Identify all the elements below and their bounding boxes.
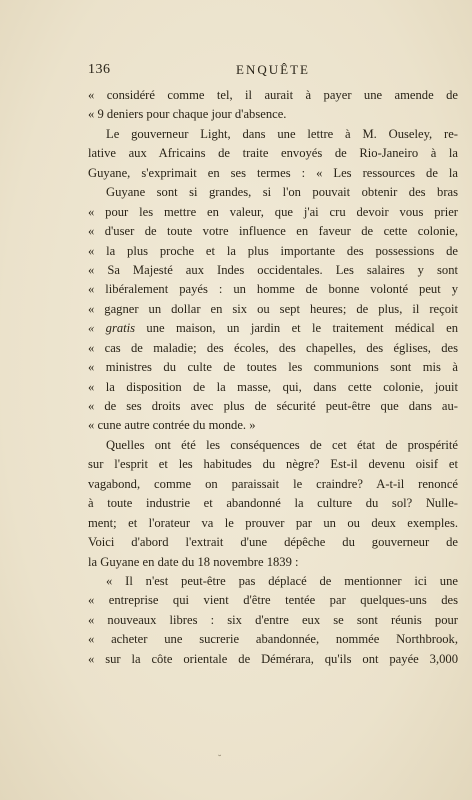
text-line	[88, 319, 458, 338]
text-line: « nouveaux libres : six d'entre eux se sont réunis pour	[88, 612, 458, 627]
text-line: « acheter une sucrerie abandonnée, nommée Northbrook,	[88, 632, 458, 647]
running-title: ENQUÊTE	[236, 62, 310, 77]
paragraph-start-line: « Il n'est peut-être pas déplacé de mentionner ici une	[106, 573, 458, 588]
text-line: vagabond, comme on paraissait le craindre? A-t-il renoncé	[88, 476, 458, 491]
text-line: Guyane sont si grandes, si l'on pouvait obtenir des bras	[106, 185, 458, 200]
text-line: « ministres du culte de toutes les communions sont mis à	[88, 360, 458, 375]
text-line: « la plus proche et la plus importante des possessions de	[88, 243, 458, 258]
paragraph-start-line: Quelles ont été les conséquences de cet état de prospérité	[106, 437, 458, 452]
text-line: « 9 deniers pour chaque jour d'absence.	[88, 107, 287, 122]
text-line: lative aux Africains de traite envoyés de Rio-Janeiro à la	[88, 146, 458, 161]
page-number: 136	[88, 62, 111, 77]
text-line: « gagner un dollar en six ou sept heures; de plus, il reçoit	[88, 301, 458, 316]
text-line: « d'user de toute votre influence en faveur de cette colonie,	[88, 224, 458, 239]
text-line: « sur la côte orientale de Démérara, qu'ils ont payée 3,000	[88, 651, 458, 666]
text-line: « pour les mettre en valeur, que j'ai cru devoir vous prier	[88, 204, 458, 219]
body-text	[88, 86, 458, 669]
text-line: « cas de maladie; des écoles, des chapelles, des églises, des	[88, 340, 458, 355]
paragraph-start-line: Le gouverneur Light, dans une lettre à M. Ouseley, re-	[106, 126, 458, 141]
text-line: « entreprise qui vient d'être tentée par quelques-uns des	[88, 593, 458, 608]
text-line: Voici d'abord l'extrait d'une dépêche du gouverneur de	[88, 535, 458, 550]
text-line: « libéralement payés : un homme de bonne volonté peut y	[88, 282, 458, 297]
text-line: « cune autre contrée du monde. »	[88, 418, 256, 433]
text-line: « de ses droits avec plus de sécurité peut-être que dans au-	[88, 399, 458, 413]
text-line: « Sa Majesté aux Indes occidentales. Les salaires y sont	[88, 262, 458, 277]
italic-word: « gratis	[88, 321, 136, 336]
text-line: Guyane, s'exprimait en ses termes : « Les ressources de la	[88, 165, 458, 180]
text-line: ment; et l'orateur va le prouver par un ou deux exemples.	[88, 515, 458, 530]
text-line: « considéré comme tel, il aurait à payer une amende de	[88, 88, 458, 102]
text-line: sur l'esprit et les habitudes du nègre? Est-il devenu oisif et	[88, 457, 458, 472]
page-header	[88, 62, 458, 82]
text-segment: une maison, un jardin et le traitement médical en	[135, 321, 458, 336]
text-line: la Guyane en date du 18 novembre 1839 :	[88, 554, 299, 569]
bottom-mark: ˘	[218, 754, 222, 765]
text-line: à toute industrie et abandonné la culture du sol? Nulle-	[88, 496, 458, 511]
text-line: « la disposition de la masse, qui, dans cette colonie, jouit	[88, 379, 458, 394]
